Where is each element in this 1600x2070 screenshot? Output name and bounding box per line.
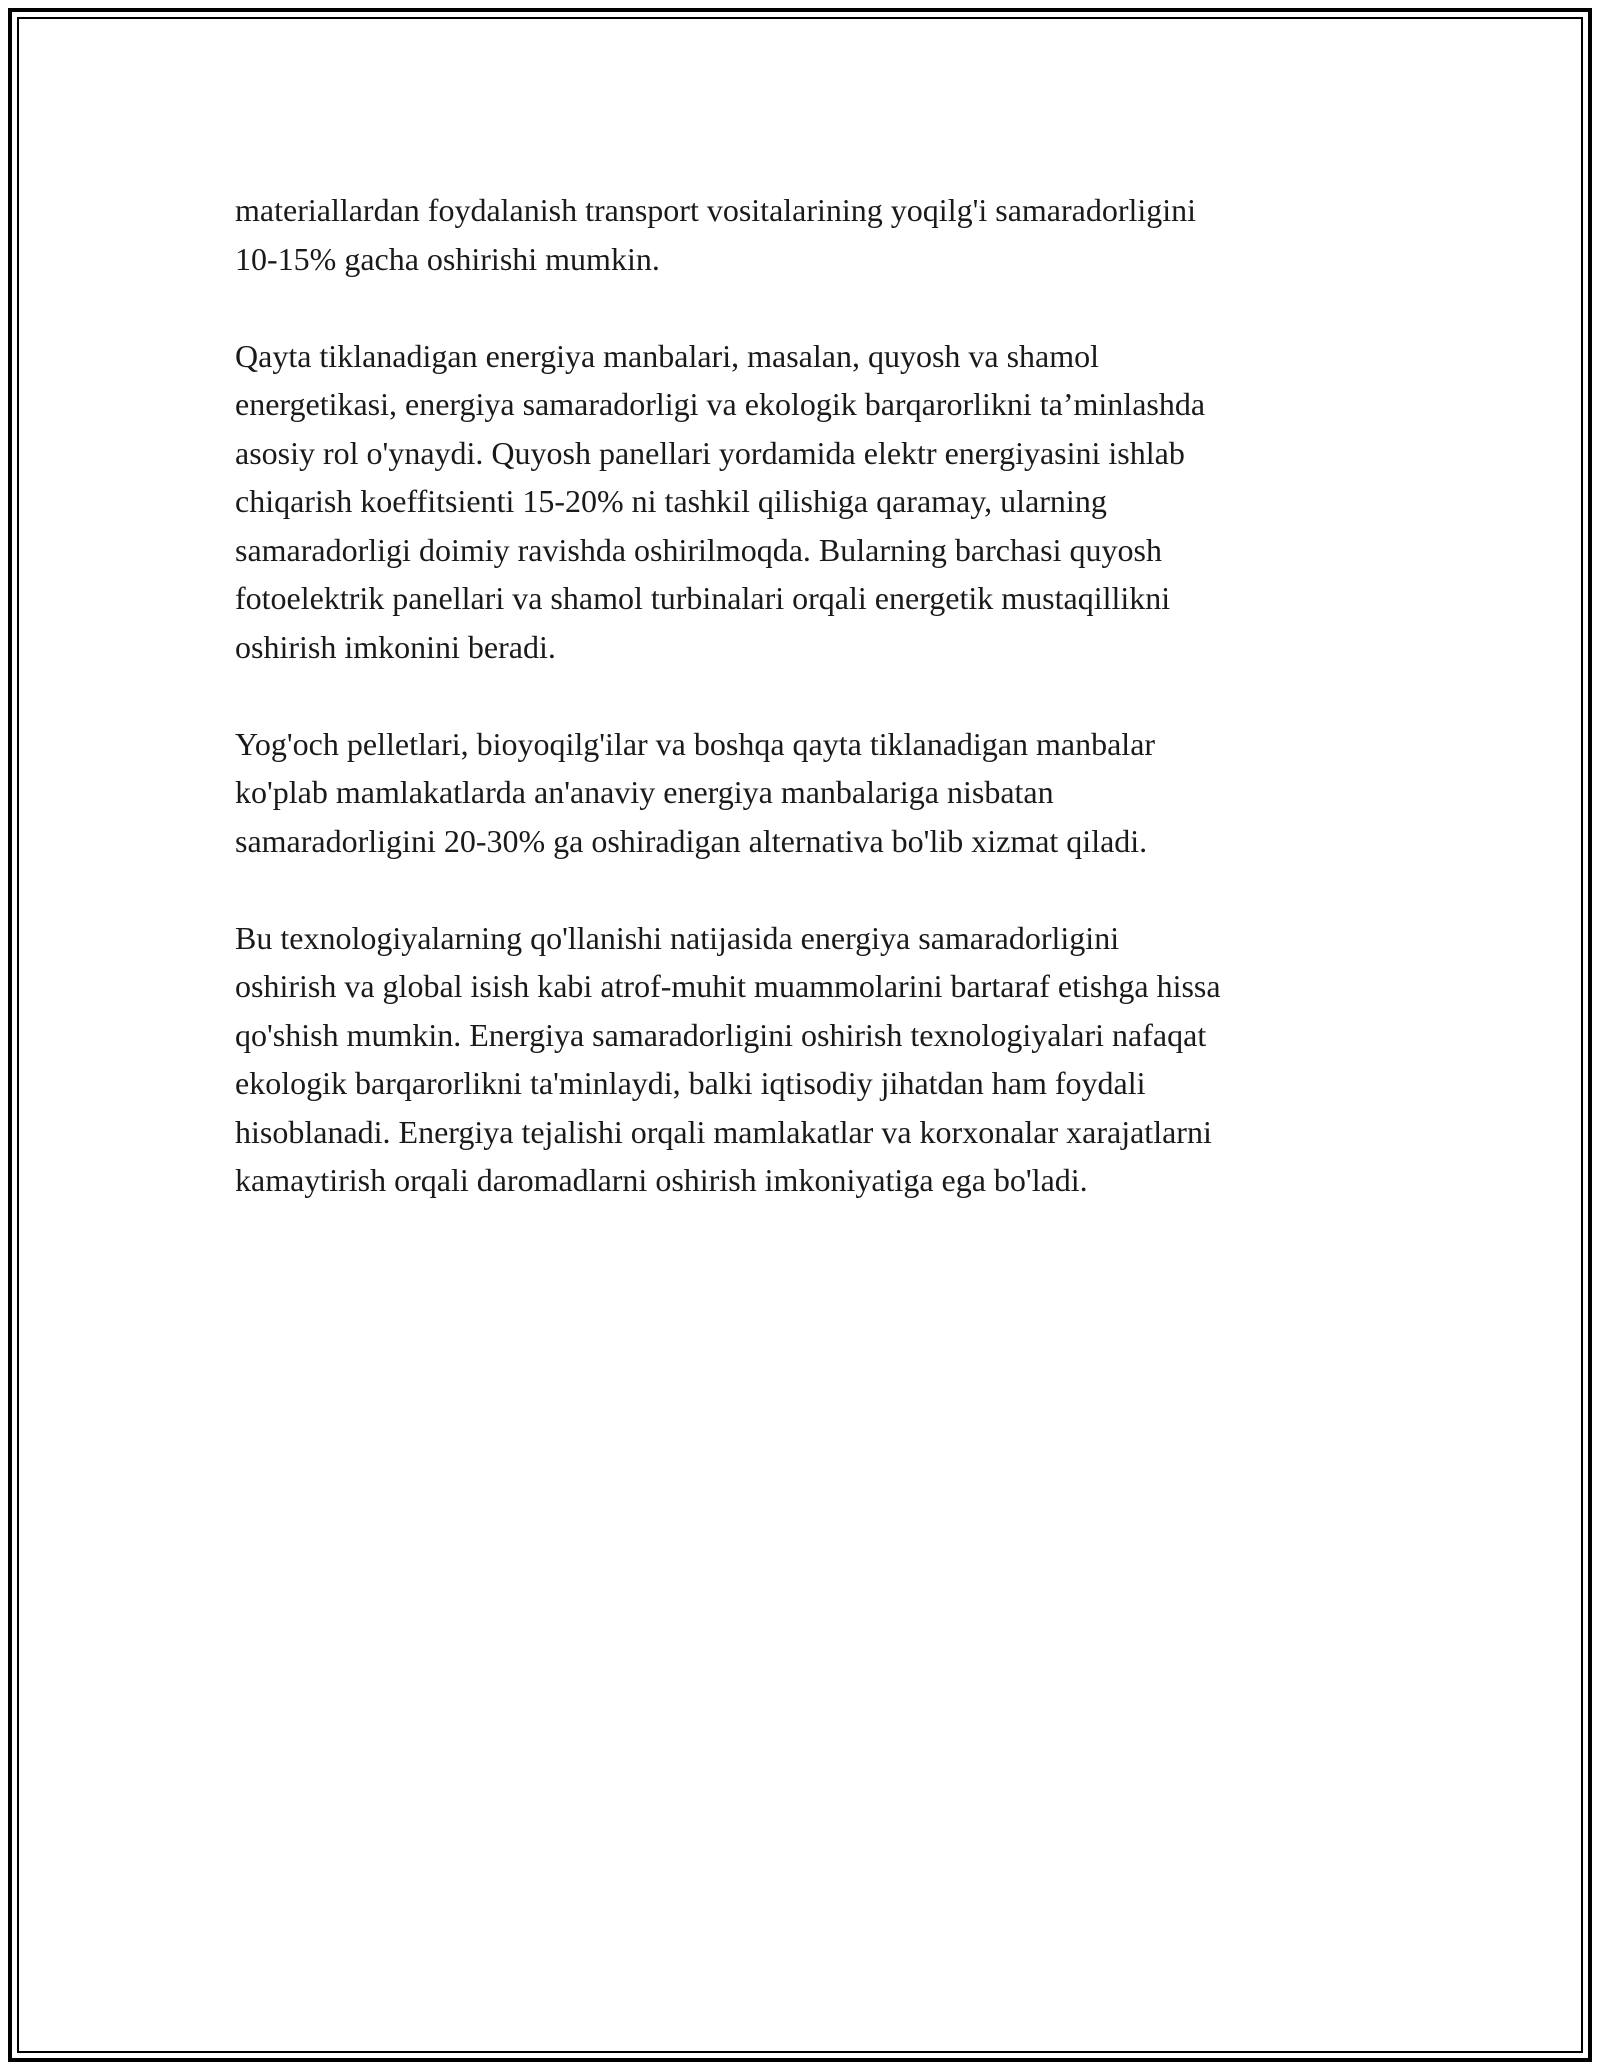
text-line: chiqarish koeffitsienti 15-20% ni tashkil qilishiga qaramay, ularning (235, 483, 1107, 519)
text-line: qo'shish mumkin. Energiya samaradorligini oshirish texnologiyalari nafaqat (235, 1016, 1207, 1053)
text-line: asosiy rol o'ynaydi. Quyosh panellari yordamida elektr energiyasini ishlab (235, 434, 1185, 471)
paragraph-technology-benefits (235, 914, 1375, 1205)
text-line: ekologik barqarorlikni ta'minlaydi, balki iqtisodiy jihatdan ham foydali (235, 1065, 1146, 1101)
text-line: Qayta tiklanadigan energiya manbalari, masalan, quyosh va shamol (235, 337, 1100, 374)
text-line: kamaytirish orqali daromadlarni oshirish imkoniyatiga ega bo'ladi. (235, 1162, 1088, 1198)
text-line: samaradorligi doimiy ravishda oshirilmoqda. Bularning barchasi quyosh (235, 531, 1162, 568)
text-line: samaradorligini 20-30% ga oshiradigan alternativa bo'lib xizmat qiladi. (235, 822, 1148, 859)
text-line: fotoelektrik panellari va shamol turbinalari orqali energetik mustaqillikni (235, 580, 1171, 616)
text-line: Yog'och pelletlari, bioyoqilg'ilar va boshqa qayta tiklanadigan manbalar (235, 725, 1156, 762)
text-line: ko'plab mamlakatlarda an'anaviy energiya manbalariga nisbatan (235, 774, 1054, 810)
text-line: Bu texnologiyalarning qo'llanishi natijasida energiya samaradorligini (235, 919, 1120, 956)
text-line: hisoblanadi. Energiya tejalishi orqali mamlakatlar va korxonalar xarajatlarni (235, 1113, 1212, 1150)
text-line: energetikasi, energiya samaradorligi va ekologik barqarorlikni ta’minlashda (235, 386, 1206, 422)
text-line: oshirish imkonini beradi. (235, 628, 556, 665)
text-line: 10-15% gacha oshirishi mumkin. (235, 240, 660, 277)
paragraph-biofuels (235, 720, 1375, 866)
text-line: materiallardan foydalanish transport vositalarining yoqilg'i samaradorligini (235, 192, 1197, 228)
text-line: oshirish va global isish kabi atrof-muhit muammolarini bartaraf etishga hissa (235, 968, 1221, 1004)
document-body (235, 186, 1375, 1253)
paragraph-transport-efficiency (235, 186, 1375, 283)
paragraph-renewable-energy (235, 332, 1375, 672)
